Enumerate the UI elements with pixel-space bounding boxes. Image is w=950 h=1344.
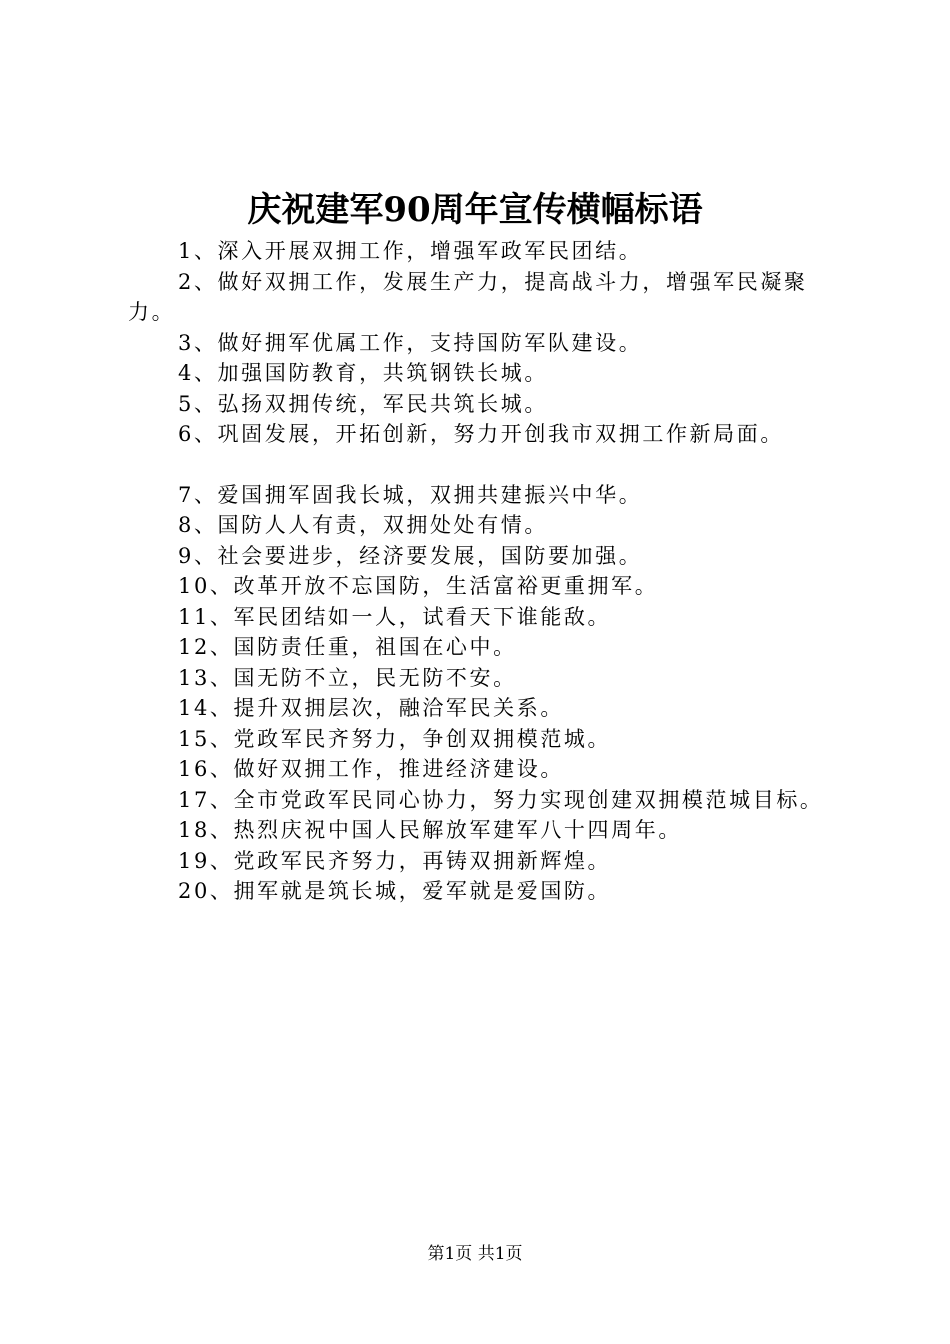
document-title: 庆祝建军90周年宣传横幅标语 [247, 190, 703, 230]
slogan-item-18: 18、热烈庆祝中国人民解放军建军八十四周年。 [178, 818, 682, 842]
slogan-item-16: 16、做好双拥工作，推进经济建设。 [178, 757, 564, 781]
slogan-item-4: 4、加强国防教育，共筑钢铁长城。 [178, 361, 548, 385]
slogan-item-12: 12、国防责任重，祖国在心中。 [178, 635, 517, 659]
slogan-item-2: 2、做好双拥工作，发展生产力，提高战斗力，增强军民凝聚力。 [128, 269, 808, 324]
slogan-item-3: 3、做好拥军优属工作，支持国防军队建设。 [178, 330, 643, 355]
page-footer: 第1页 共1页 [427, 1244, 523, 1264]
slogan-item-11: 11、军民团结如一人，试看天下谁能敌。 [178, 604, 612, 629]
slogan-item-7: 7、爱国拥军固我长城，双拥共建振兴中华。 [178, 482, 643, 507]
slogan-item-15: 15、党政军民齐努力，争创双拥模范城。 [178, 726, 612, 751]
slogan-item-13: 13、国无防不立，民无防不安。 [178, 665, 517, 690]
slogan-item-19: 19、党政军民齐努力，再铸双拥新辉煌。 [178, 848, 612, 873]
slogan-item-6: 6、巩固发展，开拓创新，努力开创我市双拥工作新局面。 [178, 422, 784, 446]
slogan-item-10: 10、改革开放不忘国防，生活富裕更重拥军。 [178, 574, 659, 598]
slogan-item-5: 5、弘扬双拥传统，军民共筑长城。 [178, 391, 548, 416]
slogan-item-17: 17、全市党政军民同心协力，努力实现创建双拥模范城目标。 [178, 787, 824, 812]
slogan-item-8: 8、国防人人有责，双拥处处有情。 [178, 513, 548, 537]
slogan-list [128, 236, 834, 907]
slogan-item-14: 14、提升双拥层次，融洽军民关系。 [178, 696, 564, 720]
slogan-item-9: 9、社会要进步，经济要发展，国防要加强。 [178, 543, 643, 568]
slogan-item-20: 20、拥军就是筑长城，爱军就是爱国防。 [178, 879, 612, 903]
slogan-item-1: 1、深入开展双拥工作，增强军政军民团结。 [178, 239, 643, 263]
